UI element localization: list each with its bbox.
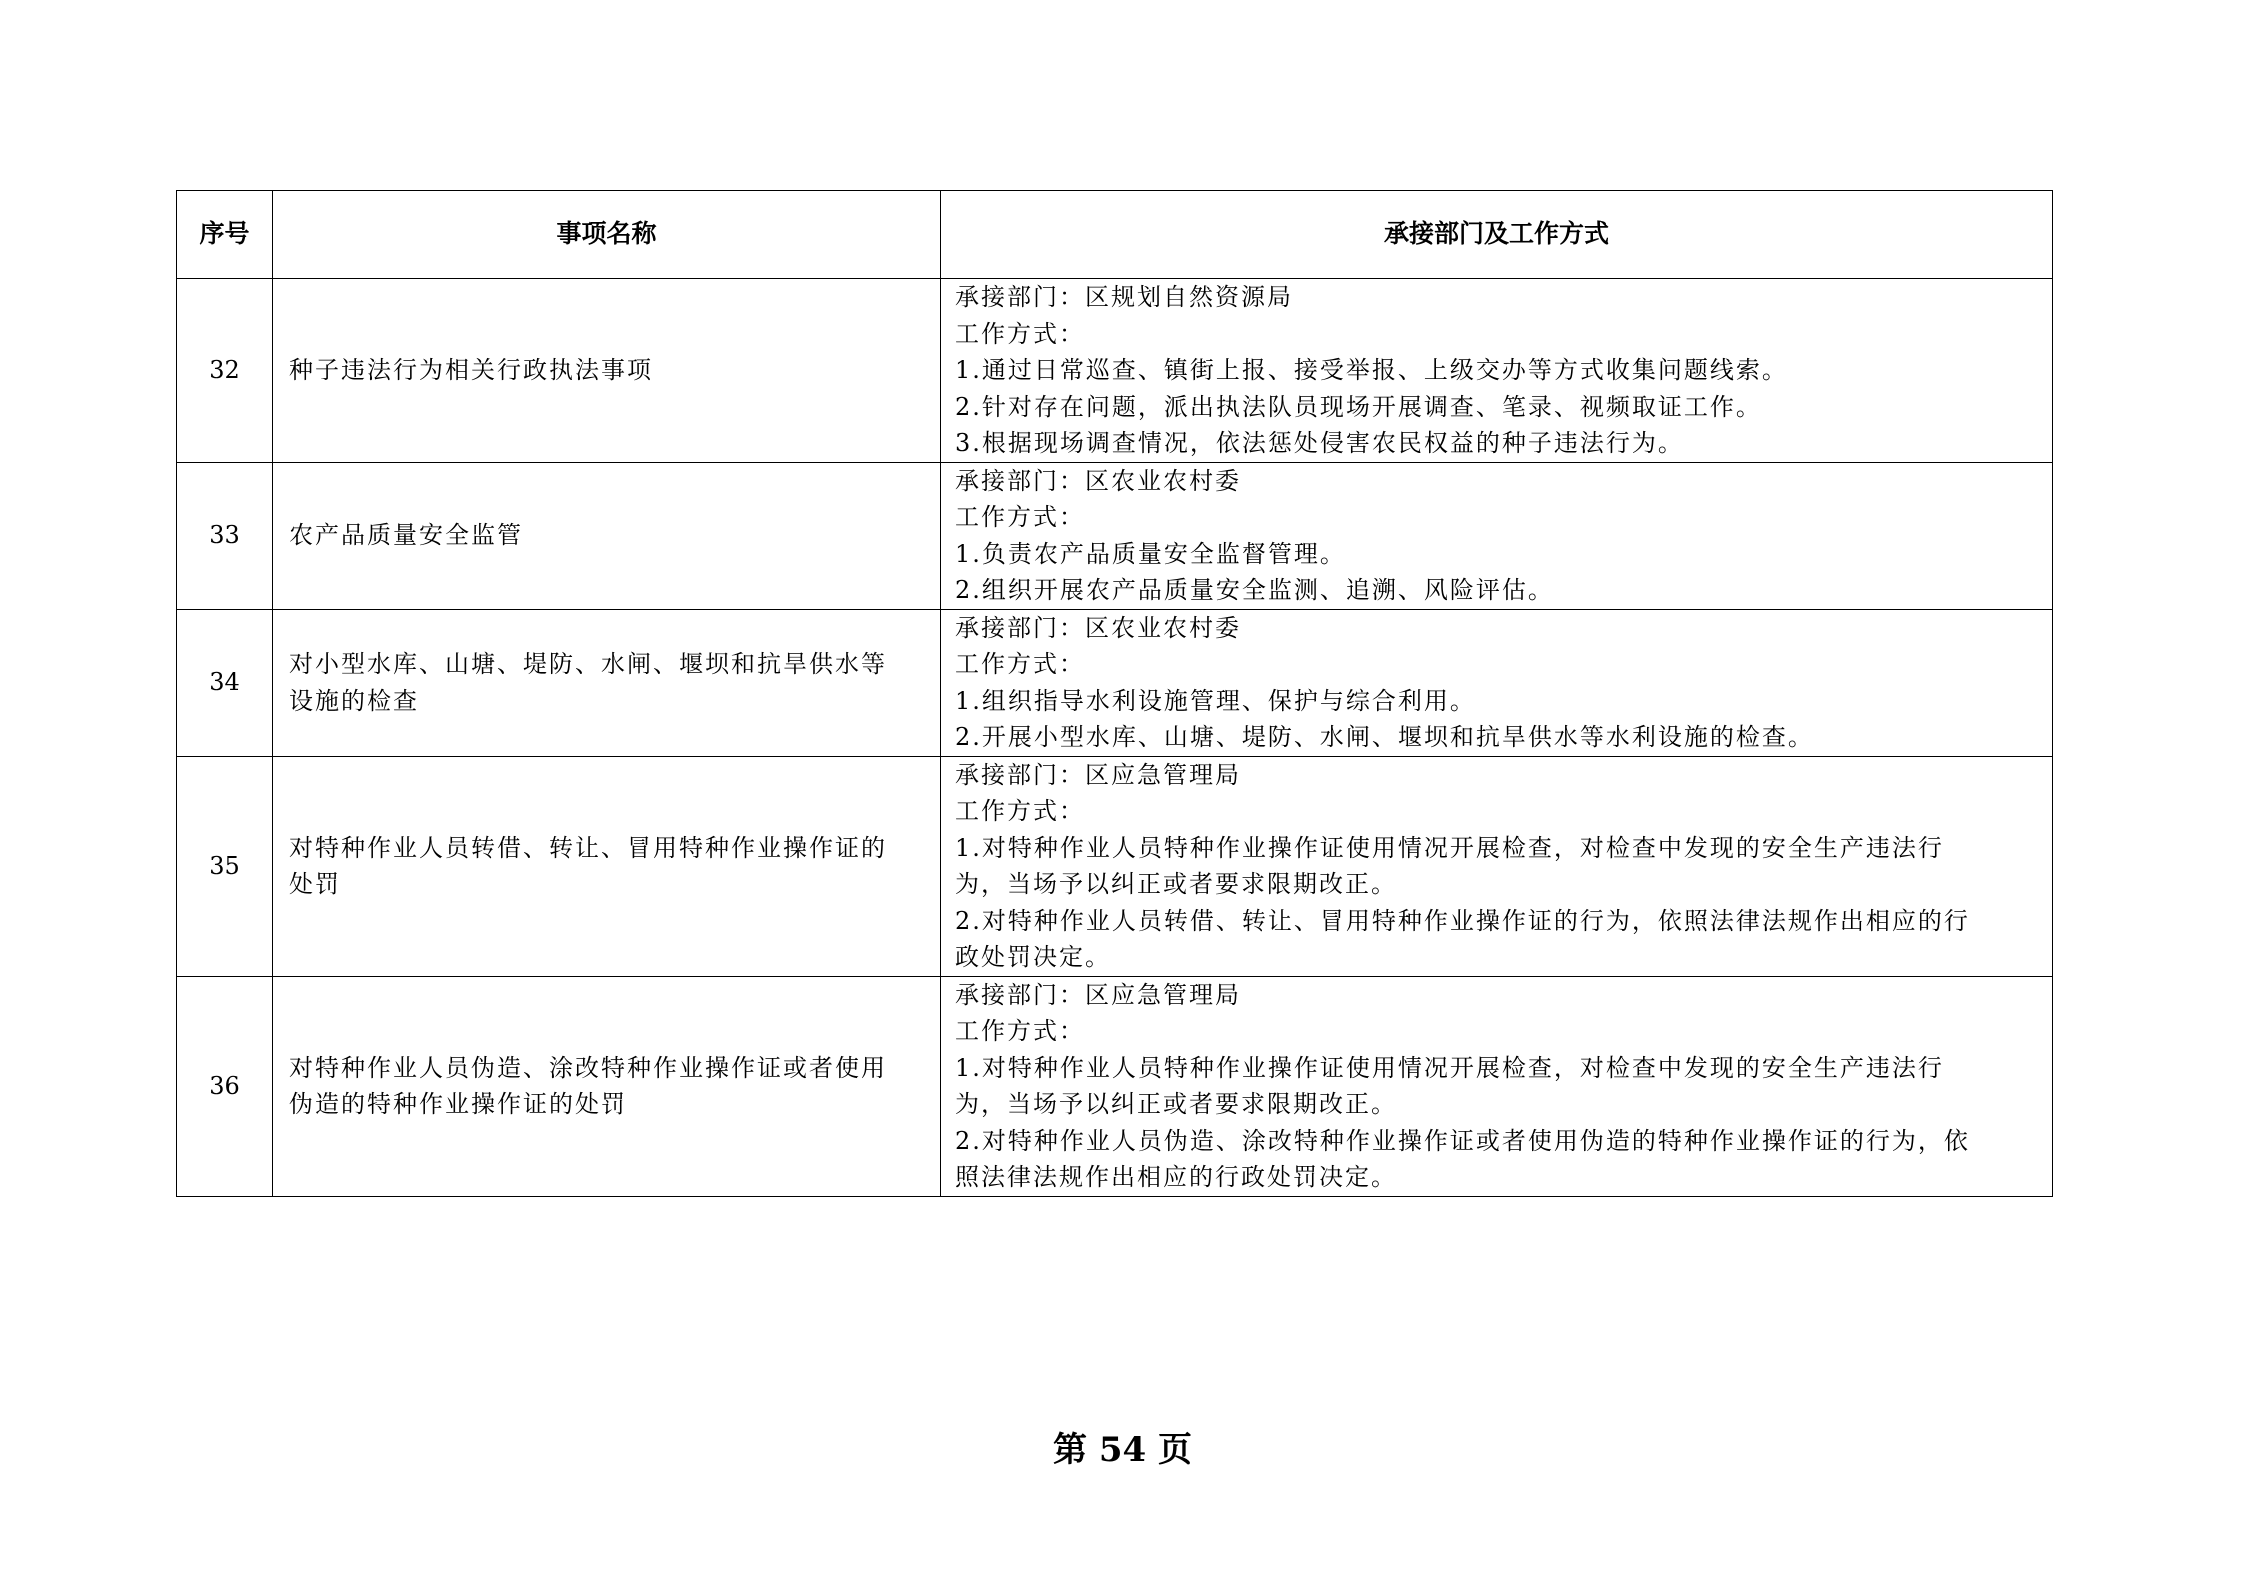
row-item-name: [273, 609, 941, 756]
detail-line: 工作方式：: [955, 650, 1085, 678]
table-row: [177, 462, 2053, 609]
row-department-and-method: [941, 756, 2053, 976]
header-item-name: 事项名称: [273, 191, 941, 279]
detail-line: 承接部门：区农业农村委: [955, 613, 1241, 642]
row-serial-number: 34: [177, 609, 273, 756]
detail-line: 2.开展小型水库、山塘、堤防、水闸、堰坝和抗旱供水等水利设施的检查。: [955, 723, 1814, 751]
item-name-line: 对特种作业人员伪造、涂改特种作业操作证或者使用: [289, 1053, 887, 1082]
header-department-and-method: 承接部门及工作方式: [941, 191, 2053, 279]
row-item-name: [273, 279, 941, 463]
table-row: [177, 279, 2053, 463]
detail-line: 2.针对存在问题，派出执法队员现场开展调查、笔录、视频取证工作。: [955, 392, 1762, 421]
detail-line: 2.对特种作业人员转借、转让、冒用特种作业操作证的行为，依照法律法规作出相应的行: [955, 906, 1970, 935]
row-item-name: [273, 756, 941, 976]
detail-line: 工作方式：: [955, 797, 1085, 825]
detail-line: 为，当场予以纠正或者要求限期改正。: [955, 1090, 1397, 1118]
detail-line: 2.组织开展农产品质量安全监测、追溯、风险评估。: [955, 576, 1554, 604]
detail-line: 政处罚决定。: [955, 943, 1111, 971]
detail-line: 工作方式：: [955, 319, 1085, 348]
items-table: [176, 190, 2053, 1197]
row-department-and-method: [941, 976, 2053, 1196]
table-row: [177, 609, 2053, 756]
row-item-name: [273, 462, 941, 609]
detail-line: 工作方式：: [955, 1017, 1085, 1045]
detail-line: 承接部门：区规划自然资源局: [955, 283, 1293, 311]
item-name-line: 对小型水库、山塘、堤防、水闸、堰坝和抗旱供水等: [289, 650, 887, 678]
row-department-and-method: [941, 462, 2053, 609]
detail-line: 1.对特种作业人员特种作业操作证使用情况开展检查，对检查中发现的安全生产违法行: [955, 833, 1944, 862]
row-serial-number: 32: [177, 279, 273, 463]
item-name-line: 伪造的特种作业操作证的处罚: [289, 1090, 627, 1118]
detail-line: 承接部门：区应急管理局: [955, 760, 1241, 789]
row-department-and-method: [941, 609, 2053, 756]
detail-line: 工作方式：: [955, 503, 1085, 531]
detail-line: 1.负责农产品质量安全监督管理。: [955, 539, 1346, 568]
detail-line: 照法律法规作出相应的行政处罚决定。: [955, 1163, 1397, 1191]
item-name-line: 对特种作业人员转借、转让、冒用特种作业操作证的: [289, 833, 887, 862]
row-serial-number: 35: [177, 756, 273, 976]
detail-line: 承接部门：区应急管理局: [955, 980, 1241, 1009]
detail-line: 1.对特种作业人员特种作业操作证使用情况开展检查，对检查中发现的安全生产违法行: [955, 1053, 1944, 1082]
table-row: [177, 976, 2053, 1196]
row-serial-number: 36: [177, 976, 273, 1196]
row-item-name: [273, 976, 941, 1196]
detail-line: 3.根据现场调查情况，依法惩处侵害农民权益的种子违法行为。: [955, 429, 1684, 457]
table-row: [177, 756, 2053, 976]
row-serial-number: 33: [177, 462, 273, 609]
item-name-line: 种子违法行为相关行政执法事项: [289, 356, 653, 384]
detail-line: 承接部门：区农业农村委: [955, 466, 1241, 495]
header-serial-number: 序号: [177, 191, 273, 279]
item-name-line: 设施的检查: [289, 686, 419, 715]
row-department-and-method: [941, 279, 2053, 463]
item-name-line: 处罚: [289, 870, 341, 898]
table-body: [177, 279, 2053, 1197]
detail-line: 1.组织指导水利设施管理、保护与综合利用。: [955, 686, 1476, 715]
table-header-row: [177, 191, 2053, 279]
detail-line: 2.对特种作业人员伪造、涂改特种作业操作证或者使用伪造的特种作业操作证的行为，依: [955, 1126, 1970, 1155]
detail-line: 为，当场予以纠正或者要求限期改正。: [955, 870, 1397, 898]
detail-line: 1.通过日常巡查、镇街上报、接受举报、上级交办等方式收集问题线索。: [955, 356, 1788, 384]
item-name-line: 农产品质量安全监管: [289, 521, 523, 550]
page-number: 第 54 页: [1053, 1430, 1192, 1470]
